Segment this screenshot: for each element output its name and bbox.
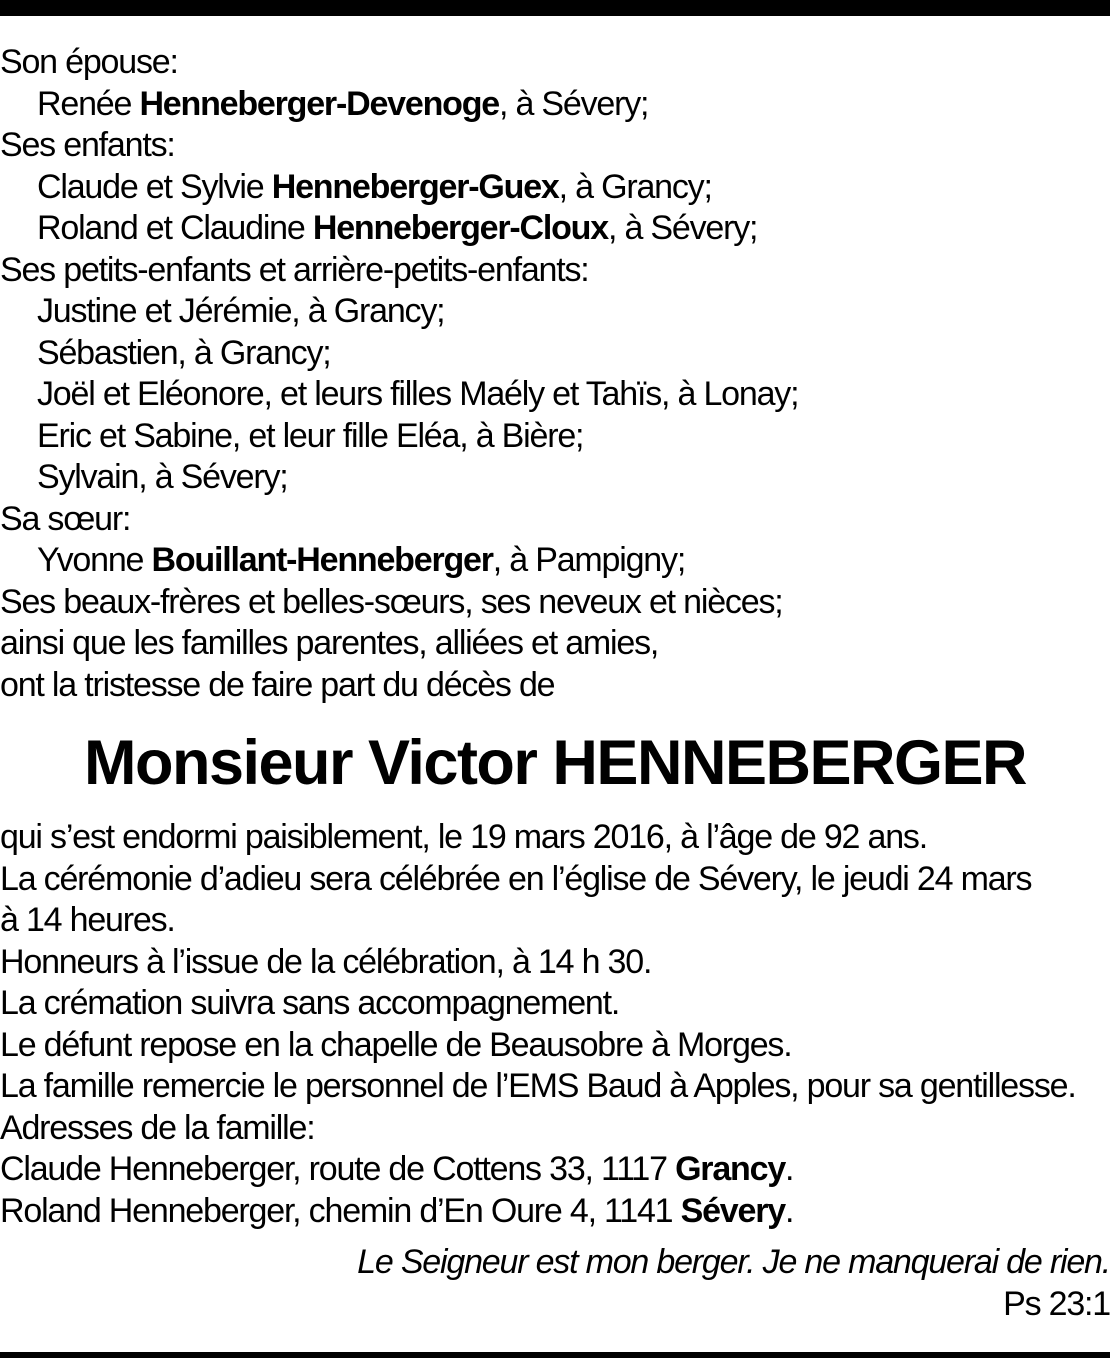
address-end: .	[785, 1150, 794, 1188]
grandchildren-label: Ses petits-enfants et arrière-petits-enfants:	[0, 250, 589, 289]
relatives-line: Ses beaux-frères et belles-sœurs, ses neveux et nièces;	[0, 582, 783, 621]
announcement-line: ont la tristesse de faire part du décès de	[0, 665, 555, 704]
child-line	[0, 167, 1110, 209]
spouse-first-name: Renée	[37, 84, 140, 123]
address-text: Roland Henneberger, chemin d’En Oure 4, 1141	[0, 1191, 681, 1230]
child-last-name: Henneberger-Cloux	[312, 209, 608, 247]
sister-first-name: Yvonne	[37, 541, 152, 579]
death-notice	[0, 42, 1110, 1325]
child-place: , à Grancy;	[558, 167, 712, 206]
child-first-names: Roland et Claudine	[37, 209, 313, 247]
bible-verse: Le Seigneur est mon berger. Je ne manquerai de rien.	[357, 1243, 1110, 1281]
children-label: Ses enfants:	[0, 126, 175, 164]
spouse-label: Son épouse:	[0, 43, 178, 81]
grandchild-line: Sylvain, à Sévery;	[37, 458, 288, 496]
grandchild-line: Sébastien, à Grancy;	[37, 333, 331, 372]
detail-line: La crémation suivra sans accompagnement.	[0, 984, 620, 1022]
child-last-name: Henneberger-Guex	[271, 167, 559, 206]
child-place: , à Sévery;	[607, 209, 758, 247]
address-line	[0, 1191, 1110, 1233]
grandchild-line: Eric et Sabine, et leur fille Eléa, à Bière;	[37, 416, 584, 455]
addresses-label: Adresses de la famille:	[0, 1108, 315, 1147]
sister-place: , à Pampigny;	[492, 541, 686, 579]
bottom-rule	[0, 1352, 1110, 1358]
spouse-place: , à Sévery;	[498, 84, 649, 123]
address-text: Claude Henneberger, route de Cottens 33, 1117	[0, 1150, 676, 1188]
detail-line: qui s’est endormi paisiblement, le 19 mars 2016, à l’âge de 92 ans.	[0, 818, 927, 856]
spouse-line	[0, 84, 1110, 126]
top-rule	[0, 0, 1110, 16]
sister-last-name: Bouillant-Henneberger	[151, 541, 493, 579]
sister-line	[0, 540, 1110, 582]
child-line	[0, 208, 1110, 250]
detail-line: La cérémonie d’adieu sera célébrée en l’église de Sévery, le jeudi 24 mars	[0, 859, 1032, 898]
detail-line: La famille remercie le personnel de l’EMS Baud à Apples, pour sa gentillesse.	[0, 1067, 1076, 1105]
address-city: Grancy	[675, 1150, 786, 1188]
grandchild-line: Joël et Eléonore, et leurs filles Maély et Tahïs, à Lonay;	[37, 375, 799, 413]
grandchild-line: Justine et Jérémie, à Grancy;	[37, 292, 445, 330]
spouse-last-name: Henneberger-Devenoge	[139, 84, 499, 123]
address-line	[0, 1149, 1110, 1191]
address-end: .	[784, 1191, 794, 1230]
detail-line: Le défunt repose en la chapelle de Beausobre à Morges.	[0, 1025, 792, 1064]
address-city: Sévery	[680, 1191, 785, 1230]
deceased-name: Monsieur Victor HENNEBERGER	[84, 728, 1026, 798]
detail-line: à 14 heures.	[0, 901, 175, 939]
verse-reference: Ps 23:1	[1003, 1284, 1110, 1323]
detail-line: Honneurs à l’issue de la célébration, à 14 h 30.	[0, 942, 652, 981]
child-first-names: Claude et Sylvie	[37, 167, 272, 206]
sister-label: Sa sœur:	[0, 499, 131, 538]
relatives-line: ainsi que les familles parentes, alliées et amies,	[0, 624, 659, 662]
